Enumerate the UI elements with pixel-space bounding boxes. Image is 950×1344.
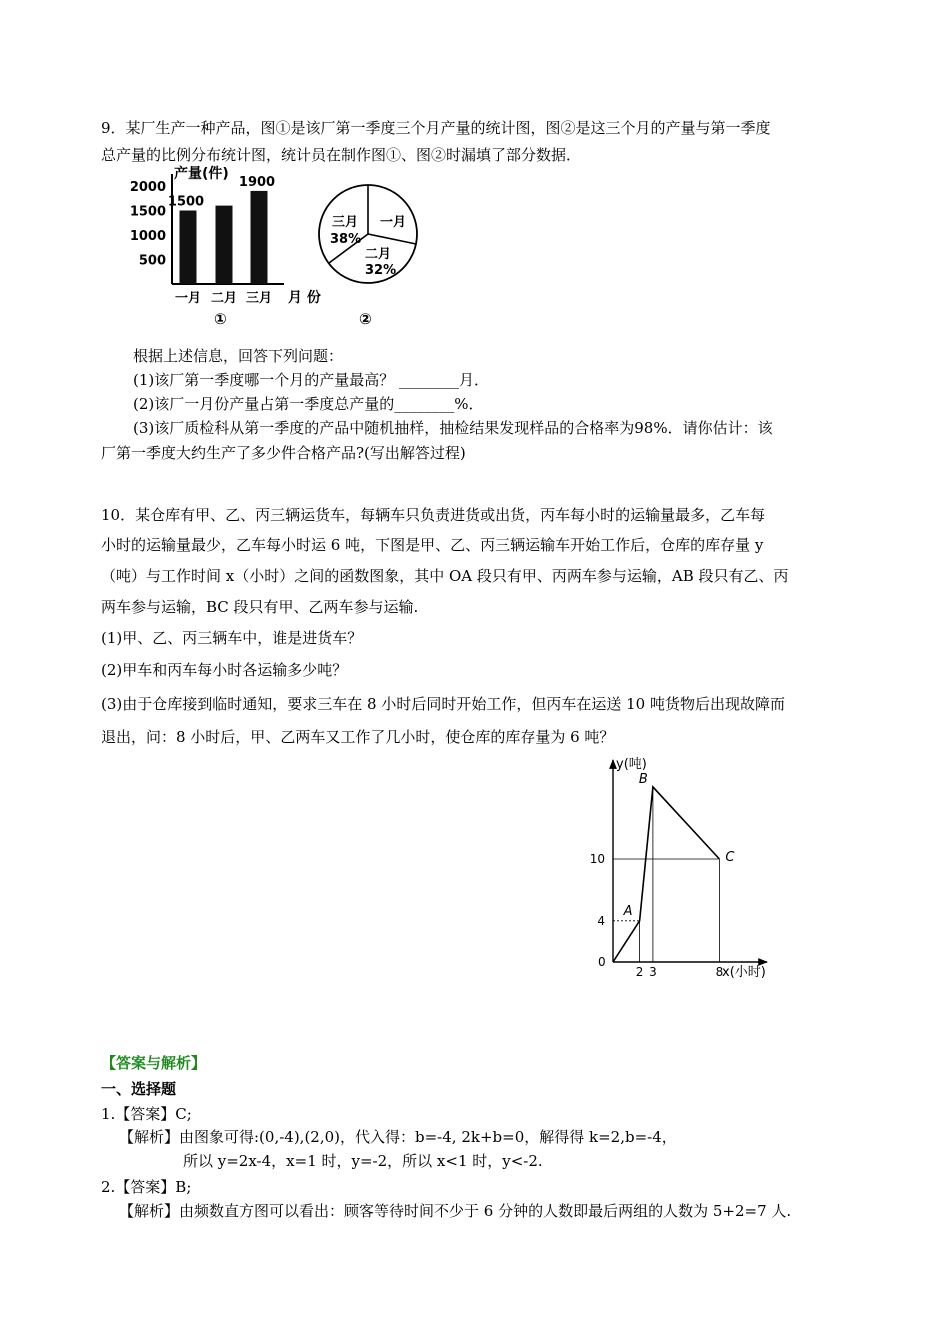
bar-data-label: 1500 [167, 194, 205, 210]
answers-section-title: 一、选择题 [101, 1080, 177, 1098]
q9-intro: 根据上述信息，回答下列问题： [133, 347, 344, 365]
q9-part3a: (3)该厂质检科从第一季度的产品中随机抽样，抽检结果发现样品的合格率为98%．请你估计：该 [133, 419, 773, 437]
y-tick-label: 4 [597, 913, 605, 928]
bar-ytick-label: 500 [138, 253, 166, 269]
answer-1-explanation-2: 所以 y=2x-4，x=1 时，y=-2，所以 x<1 时，y<-2. [183, 1152, 543, 1170]
line-graph-xlabel: x(小时) [722, 965, 766, 980]
line-graph-path [613, 787, 719, 962]
pie-slice-label-feb: 二月 [365, 247, 392, 262]
bar-ytick-label: 1000 [129, 229, 166, 244]
y-tick-label: 10 [589, 852, 605, 866]
line-graph-origin: 0 [598, 955, 606, 969]
q9-line1: 9．某厂生产一种产品，图①是该厂第一季度三个月产量的统计图，图②是这三个月的产量与第一季度 [101, 119, 771, 137]
pie-divider-2 [368, 234, 416, 244]
bar-chart-xlabel: 月 份 [288, 290, 321, 306]
line-graph [585, 752, 785, 982]
answers-header: 【答案与解析】 [101, 1054, 207, 1072]
x-tick-label: 2 [635, 965, 644, 979]
q10-part3a: (3)由于仓库接到临时通知，要求三车在 8 小时后同时开始工作，但丙车在运送 10 吨货物后出现故障而 [101, 695, 785, 713]
point-label-b: B [638, 771, 648, 787]
point-label-a: A [623, 903, 633, 919]
bar-2 [216, 206, 233, 284]
bar-category-label: 二月 [210, 291, 238, 306]
point-label-c: C [725, 850, 735, 865]
line-graph-ylabel: y(吨) [616, 757, 647, 772]
pie-slice-pct-feb: 32% [365, 263, 397, 278]
q10-line1: 10．某仓库有甲、乙、丙三辆运货车，每辆车只负责进货或出货，丙车每小时的运输量最多，乙车每 [101, 506, 766, 524]
answer-1-label: 1.【答案】C; [101, 1105, 192, 1123]
q10-line3: （吨）与工作时间 x（小时）之间的函数图象，其中 OA 段只有甲、丙两车参与运输，AB 段只有乙、丙 [101, 567, 789, 585]
bar-chart-ylabel: 产量(件) [174, 166, 229, 182]
bar-chart-caption: ① [214, 310, 227, 328]
bar-ytick-label: 1500 [129, 204, 166, 220]
x-tick-label: 8 [715, 965, 724, 979]
q10-line4: 两车参与运输，BC 段只有甲、乙两车参与运输. [101, 598, 419, 616]
bar-data-label: 1900 [238, 174, 276, 190]
pie-slice-label-mar: 三月 [332, 215, 359, 230]
q9-part3b: 厂第一季度大约生产了多少件合格产品?(写出解答过程) [101, 444, 466, 462]
pie-slice-pct-mar: 38% [330, 232, 362, 247]
q9-part1: (1)该厂第一季度哪一个月的产量最高？ ________月． [133, 371, 490, 389]
bar-ytick-label: 2000 [129, 180, 166, 195]
bar-chart [128, 160, 328, 330]
x-tick-label: 3 [649, 965, 657, 979]
answer-2-explanation-1: 【解析】由频数直方图可以看出：顾客等待时间不少于 6 分钟的人数即最后两组的人数为 5+2=7 人. [119, 1202, 792, 1220]
pie-chart-caption: ② [359, 310, 372, 328]
pie-chart [310, 172, 430, 332]
q9-part2: (2)该厂一月份产量占第一季度总产量的________%． [133, 395, 484, 413]
bar-1 [180, 211, 197, 285]
bar-category-label: 一月 [174, 291, 202, 306]
q10-part2: (2)甲车和丙车每小时各运输多少吨？ [101, 661, 348, 679]
q10-part1: (1)甲、乙、丙三辆车中，谁是进货车？ [101, 629, 363, 647]
q10-part3b: 退出，问：8 小时后，甲、乙两车又工作了几小时，使仓库的库存量为 6 吨？ [101, 728, 615, 746]
q10-line2: 小时的运输量最少，乙车每小时运 6 吨，下图是甲、乙、丙三辆运输车开始工作后，仓库的库存量 y [101, 536, 764, 554]
q9-line2: 总产量的比例分布统计图，统计员在制作图①、图②时漏填了部分数据． [101, 146, 582, 164]
bar-category-label: 三月 [245, 291, 273, 306]
answer-2-label: 2.【答案】B; [101, 1178, 192, 1196]
answer-1-explanation-1: 【解析】由图象可得:(0,-4),(2,0)，代入得：b=-4, 2k+b=0，解得得 k=2,b=-4， [119, 1128, 677, 1146]
pie-slice-label-jan: 一月 [380, 215, 407, 230]
bar-3 [251, 191, 268, 284]
